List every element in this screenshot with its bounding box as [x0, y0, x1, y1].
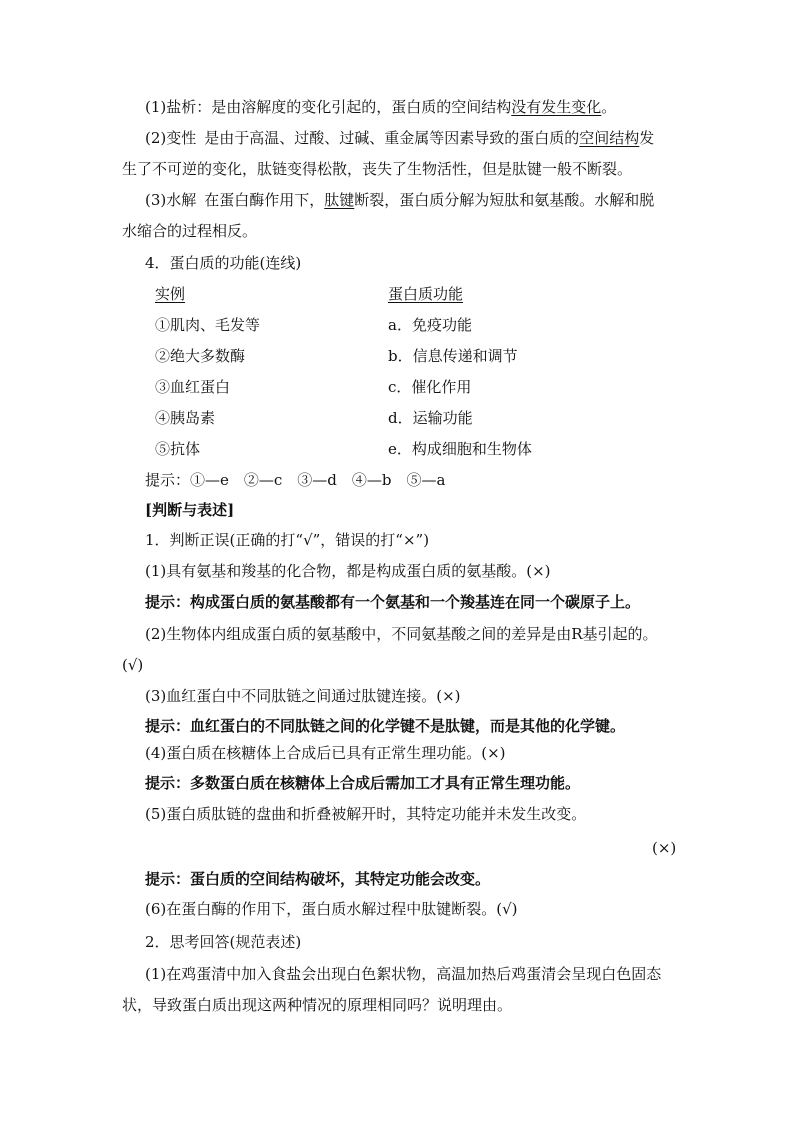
match-right-item: e．构成细胞和生物体 — [388, 440, 532, 458]
question-5-mark: (×) — [652, 839, 677, 857]
hint-1: 提示：构成蛋白质的氨基酸都有一个氨基和一个羧基连在同一个碳原子上。 — [145, 593, 641, 611]
underlined-spatial-structure: 空间结构 — [579, 129, 640, 147]
hint-4: 提示：多数蛋白质在核糖体上合成后需加工才具有正常生理功能。 — [145, 774, 581, 792]
question-4: (4)蛋白质在核糖体上合成后已具有正常生理功能。(×) — [145, 744, 506, 762]
salting-out-text: (1)盐析：是由溶解度的变化引起的，蛋白质的空间结构 — [145, 98, 512, 116]
hydrolysis-text: 在蛋白酶作用下， — [204, 191, 325, 209]
think-question-1-cont: 状，导致蛋白质出现这两种情况的原理相同吗？说明理由。 — [122, 996, 513, 1014]
question-2-mark: (√) — [122, 656, 144, 674]
column-header-functions: 蛋白质功能 — [388, 285, 464, 303]
match-right-item: a．免疫功能 — [388, 316, 472, 334]
heading-judge-express: [判断与表述] — [145, 501, 235, 519]
hint-matching: 提示：①—e ②—c ③—d ④—b ⑤—a — [145, 471, 446, 489]
match-left-item: ③血红蛋白 — [155, 378, 231, 396]
question-6: (6)在蛋白酶的作用下，蛋白质水解过程中肽键断裂。(√) — [145, 900, 518, 918]
match-right-item: b．信息传递和调节 — [388, 347, 518, 365]
paragraph-denaturation-cont: 生了不可逆的变化，肽链变得松散，丧失了生物活性，但是肽键一般不断裂。 — [122, 160, 633, 178]
subheading-true-false: 1．判断正误(正确的打“√”，错误的打“×”) — [145, 531, 430, 549]
match-left-item: ④胰岛素 — [155, 409, 216, 427]
period: 。 — [601, 98, 617, 116]
denaturation-text: 是由于高温、过酸、过碱、重金属等因素导致的蛋白质的 — [204, 129, 580, 147]
hint-5: 提示：蛋白质的空间结构破坏，其特定功能会改变。 — [145, 870, 491, 888]
question-1: (1)具有氨基和羧基的化合物，都是构成蛋白质的氨基酸。(×) — [145, 562, 551, 580]
match-left-item: ⑤抗体 — [155, 440, 201, 458]
think-question-1: (1)在鸡蛋清中加入食盐会出现白色絮状物，高温加热后鸡蛋清会呈现白色固态 — [145, 965, 662, 983]
match-left-item: ①肌肉、毛发等 — [155, 316, 261, 334]
match-left-item: ②绝大多数酶 — [155, 347, 246, 365]
paragraph-denaturation — [145, 128, 654, 148]
hydrolysis-label: (3)水解 — [145, 191, 197, 209]
match-right-item: c．催化作用 — [388, 378, 472, 396]
question-3: (3)血红蛋白中不同肽链之间通过肽键连接。(×) — [145, 687, 461, 705]
hydrolysis-text-2: 断裂，蛋白质分解为短肽和氨基酸。水解和脱 — [354, 191, 655, 209]
question-2: (2)生物体内组成蛋白质的氨基酸中，不同氨基酸之间的差异是由R基引起的。 — [145, 625, 658, 643]
hint-3: 提示：血红蛋白的不同肽链之间的化学键不是肽键，而是其他的化学键。 — [145, 717, 626, 735]
underlined-peptide-bond: 肽键 — [324, 191, 355, 209]
question-5: (5)蛋白质肽链的盘曲和折叠被解开时，其特定功能并未发生改变。 — [145, 805, 587, 823]
paragraph-hydrolysis-cont: 水缩合的过程相反。 — [122, 222, 258, 240]
section-title-functions: 4．蛋白质的功能(连线) — [145, 254, 302, 272]
column-header-examples: 实例 — [155, 285, 186, 303]
match-right-item: d．运输功能 — [388, 409, 473, 427]
paragraph-hydrolysis — [145, 190, 654, 210]
denaturation-text-end: 发 — [639, 129, 655, 147]
denaturation-label: (2)变性 — [145, 129, 197, 147]
underlined-no-change: 没有发生变化 — [511, 98, 602, 116]
subheading-think-answer: 2．思考回答(规范表述) — [145, 933, 302, 951]
paragraph-salting-out — [145, 97, 616, 117]
